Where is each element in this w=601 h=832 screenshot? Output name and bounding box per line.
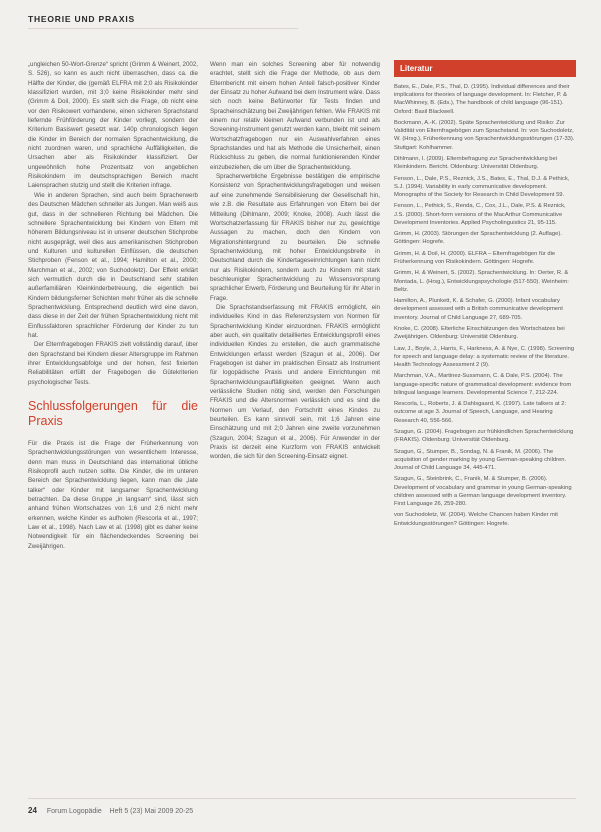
text-column-middle [210,60,380,462]
header-rule [28,28,298,29]
paragraph: Wenn man ein solches Screening aber für notwendig erachtet, stellt sich die Frage der Methode, ob aus dem Elternbericht mit einem hohen Anteil falsch-positiver Kinder der Einsatz zu hoher Aufwand bei dem Instrument wäre. Dass sich noch keine Befürworter für Tests finden und Spracheinschätzung bei Zweijährigen fehlen. Wie FRAKIS mit einem nur relativ kleinen Aufwand verbunden ist und als Screening-Instrument genutzt werden kann, bleibt mit seinem Wortschatzfragebogen nur ein Auswahlverfahren eines Sprachstandes und hat als Methode die Unsicherheit, einen Rückschluss zu geben, die normal funktionierenden Kinder einzubeziehen, die um über die Sprachentwicklung. [210,61,380,171]
page-footer [28,806,193,815]
running-header: THEORIE UND PRAXIS [28,14,135,24]
paragraph: Spracherwerbliche Ergebnisse bestätigen die empirische Konsistenz von Sprachentwicklungsfragebogen und weisen auf eine zunehmende Sensibilisierung der Gesellschaft hin, wie z.B. die Resultate aus Erfahrungen von Eltern bei der Mitteilung (Dihlmann, 2009; Knoke, 2008). Auch lässt die Wortschatzerfassung für FRAKIS bisher nur zu, gewichtige Aussagen zu machen, doch den Kindern von Migrationshintergrund zu beurteilen. Die schnelle Sprachentwicklung, mit hoher Entwicklungsbreite in Deutschland durch die Kindertageseinrichtungen kann nicht nur als Risikokindern, sondern auch zu Kindern mit stark beschleunigter Sprachentwicklung zu Wissensvorsprung sprachlicher Erwerb, Förderung und Beurteilung für ihr Alter in Frage. [210,173,380,302]
literature-column [394,60,576,531]
footer-rule [28,798,576,799]
literature-entry: Szagun, G. (2004). Fragebogen zur frühkindlichen Sprachentwicklung (FRAKIS). Oldenburg: Universität Oldenburg. [394,428,574,444]
literature-entry: Hamilton, A., Plunkett, K. & Schafer, G. (2000). Infant vocabulary development assessed with a British communicative development inventory. Journal of Child Language 27, 689-705. [394,298,563,321]
literature-entry: Bates, E., Dale, P.S., Thal, D. (1995). Individual differences and their implications for theories of language development. In: Fletcher, P. & MacWhinney, B. (Eds.), The handbook of child language (96-151). Oxford: Basil Blackwell. [394,84,570,115]
literature-entry: Grimm, H. & Weinert, S. (2002). Sprachentwicklung. In: Oerter, R. & Montada, L. (Hrsg.), Entwicklungspsychologie (517-550). Weinheim: Beltz. [394,270,569,293]
literature-list [394,83,576,528]
section-title: Schlussfolgerungen für die Praxis [28,399,198,429]
literature-entry: Fenson, L., Dale, P.S., Reznick, J.S., Bates, E., Thal, D.J. & Pethick, S.J. (1994). Variability in early communicative development. Monographs of the Society for Research in Child Development 59. [394,175,570,198]
literature-entry: Rescorla, L., Roberts, J. & Dahlsgaard, K. (1997). Late talkers at 2: outcome at age 3. Journal of Speech, Language, and Hearing Research 40, 556-566. [394,401,567,424]
paragraph: Die Sprachstandserfassung mit FRAKIS ermöglicht, ein individuelles Kind in das Referenzsystem von Normen für Sprachentwicklung Kinder einzuordnen. FRAKIS ermöglicht aber auch, ein qualitativ detailliertes Entwicklungsprofil eines individuellen Kindes zu erstellen, die auch grammatische Entwicklungen erfasst werden (Szagun et al., 2006). Der Fragebogen ist daher im praktischen Einsatz als Instrument für logopädische Praxis und andere Einrichtungen mit Sprachentwicklungsauffälligkeiten geeignet. Wenn auch verlässliche Studien nötig sind, werden den Forschungen FRAKIS und die Altersnormen verlässlich und es sind die Normen um Verlauf, den Fortschritt eines Kindes zu beurteilen. Es kann sinnvoll sein, mit 1;6 Jahren eine Einschätzung und mit 2;0 Jahren eine zweite vorzunehmen (Szagun, 2004; Szagun et al., 2006). Für Anwender in der Praxis ist derzeit eine Kurzform von FRAKIS entwickelt worden, die sich für den Screening-Einsatz eignet. [210,303,380,461]
literature-heading: Literatur [394,60,576,77]
paragraph: Der Elternfragebogen FRAKIS zielt vollständig darauf, über den Sprachstand bei Kindern dieser Altersgruppe im Rahmen ihrer Entwicklungsabfolge und der hohen, fest fixierten Reliabilitäten erfüllt der Fragebogen die Gütekriterien psychologischer Tests. [28,341,198,386]
paragraph: Für die Praxis ist die Frage der Früherkennung von Sprachentwicklungsstörungen von wesentlichem Interesse, denn man muss in Deutschland das international übliche Risikoprofil auch nutzen sollte. Die Kinder, die im unteren Bereich der Sprachentwicklung liegen, kann man die „late talker“ oder Kinder mit langsamer Sprachentwicklung betrachten. Da diese Gruppe „in langsam“ sind, lässt sich anhand frühen Wortschatzes von 1;6 und 2;6 nicht mehr erkennen, welche Kinder es aufholen (Rescorla et al., 1997; Law et al., 1998). Nach Law et al. (1998) gibt es daher keine Notwendigkeit für ein flächendeckendes Screening bei Zweijährigen. [28,440,198,550]
journal-issue: Heft 5 (23) Mai 2009 20-25 [109,808,194,815]
text-column-left [28,60,198,551]
literature-entry: Knoke, C. (2008). Elterliche Einschätzungen des Wortschatzes bei Zweijährigen. Oldenburg: Universität Oldenburg. [394,325,565,341]
literature-entry: Law, J., Boyle, J., Harris, F., Harkness, A. & Nye, C. (1998). Screening for speech and language delay: a systematic review of the literature. Health Technology Assessment 2 (9). [394,345,575,368]
literature-entry: Szagun, G., Steinbrink, C., Franik, M. & Stumper, B. (2006). Development of vocabulary and grammar in young German-speaking children assessed with a German language development inventory. First Language 26, 259-280. [394,476,572,507]
literature-entry: Marchman, V.A., Martinez-Sussmann, C. & Dale, P.S. (2004). The language-specific nature of grammatical development: evidence from bilingual language learners. Developmental Science 7, 212-224. [394,373,572,396]
journal-name: Forum Logopädie [46,808,102,815]
literature-entry: Grimm, H. & Doil, H. (2000). ELFRA – Elternfragebögen für die Früherkennung von Risikokindern. Göttingen: Hogrefe. [394,250,556,265]
literature-entry: Bockmann, A.-K. (2002). Späte Sprachentwicklung und Risiko: Zur Validität von Elternfragebögen zum Sprachstand. In: von Suchodoletz, W. (Hrsg.), Früherkennung von Sprachentwicklungsstörungen (17-33). Stuttgart: Kohlhammer. [394,120,575,151]
literature-entry: Szagun, G., Stumper, B., Sondag, N. & Franik, M. (2006). The acquisition of gender marking by young German-speaking children. Journal of Child Language 34, 445-471. [394,448,567,471]
paragraph: „ungleichen 50-Wort-Grenze“ spricht (Grimm & Weinert, 2002, S. 526), so kann es auch nicht überraschen, dass ca. die Hälfte der Kinder, die (gemäß ELFRA mit 2;0 als Risikokinder klassifiziert wurden, mit 3;0 keine Risikokinder mehr sind (Grimm & Doil, 2000). Es stellt sich die Frage, ob nicht eine vor den Risikowert vorhandene, einen sicheren Sprachstand liefernde Frühförderung der Kinder vorliegt, sondern der Kriterium Basiswert gesetzt war. 140p chronologisch liegen die Kinder im Bereich der normalen Sprachentwicklung, die nicht zuordnen waren, und sprachliche Auffälligkeiten, die Ursachen aber als Risikokinder klassifiziert. Der ungewöhnlich hohe Prozentsatz von angeblichen Risikokindern im deutschsprachigen Bereich macht Laiensprachen stutzig und stellt die Kriterien infrage. [28,61,198,190]
literature-entry: Fenson, L., Pethick, S., Renda, C., Cox, J.L., Dale, P.S. & Reznick, J.S. (2000). Short-form versions of the MacArthur Communicative Development Inventories. Applied Psycholinguistics 21, 95-115. [394,203,566,226]
literature-entry: von Suchodoletz, W. (2004). Welche Chancen haben Kinder mit Entwicklungsstörungen? Göttingen: Hogrefe. [394,512,558,527]
paragraph: Wie in anderen Sprachen, sind auch beim Spracherwerb des Deutschen Mädchen schneller als Jungen. Man weiß aus gut, dass in der schnelleren Richtung bei Mädchen. Die schnellere Sprachentwicklung bei Kindern von Eltern mit höherem Bildungsniveau ist in unserer deutschen Stichprobe nicht ausgeprägt, weil dies aus amerikanischen Stichproben und Kulturen und kulturellen Einflüssen, die deutschen Stichproben (Fenson et al., 1994; Hamilton et al., 2000; Marchman et al., 2002; von Suchodoletz). Der Effekt erklärt sich vermutlich durch die in Deutschland sehr stabilen außerfamiliären Kleinkinderbetreuung, die eigentlich bei Kindern bildungsferner Schichten mehr früher als die schnelle Sprachentwicklung. Entsprechend deutlich wird eine davon, dass diese in der Zeit der frühen Sprachentwicklung nicht mit Einflussfaktoren sprachlicher Förderung der Kinder zu tun hat. [28,191,198,339]
page-number: 24 [28,806,37,815]
literature-entry: Grimm, H. (2003). Störungen der Sprachentwicklung (2. Auflage). Göttingen: Hogrefe. [394,231,562,246]
literature-entry: Dihlmann, I. (2009). Elternbefragung zur Sprachentwicklung bei Kleinkindern. Bericht. Oldenburg: Universität Oldenburg. [394,156,558,171]
